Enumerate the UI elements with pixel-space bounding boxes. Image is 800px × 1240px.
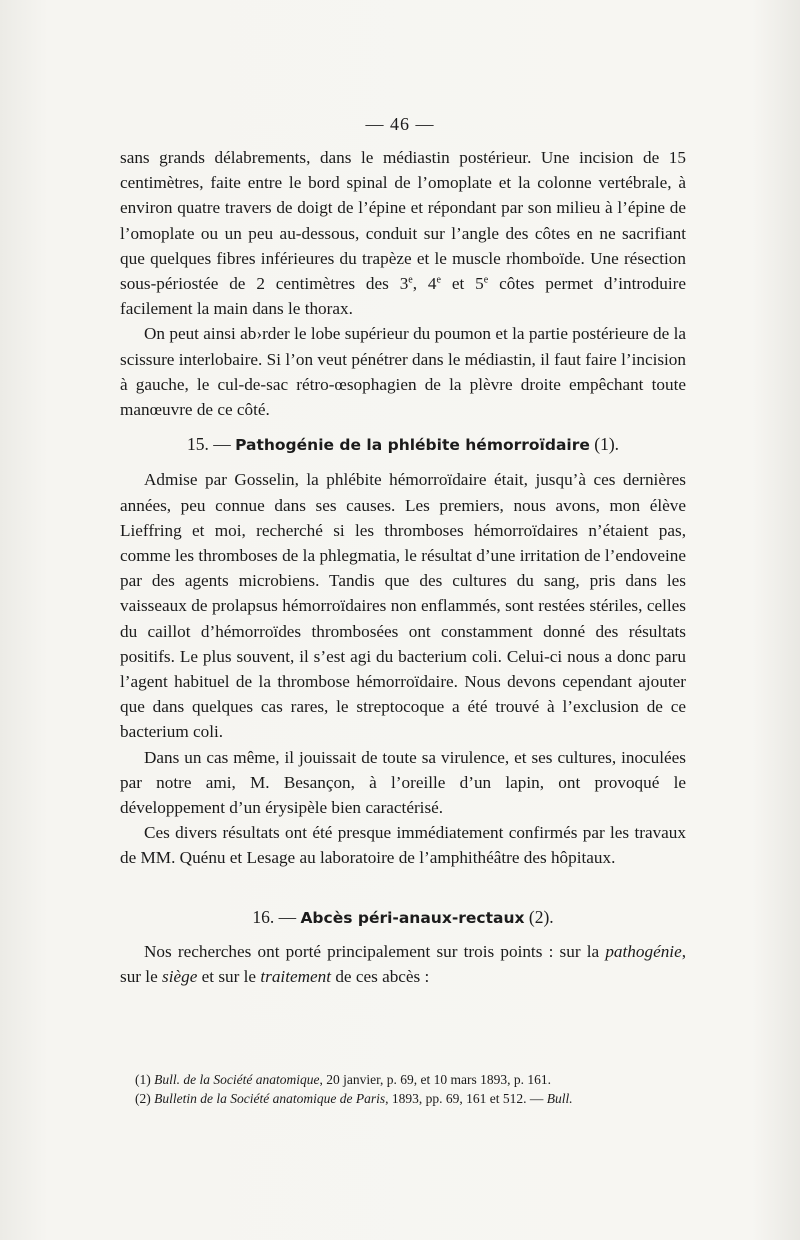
body-text [120, 145, 686, 989]
paragraph-6-text: de ces abcès : [331, 967, 430, 987]
paragraph-4: Dans un cas même, il jouissait de toute sa virulence, et ses cultures, inoculées par notre ami, M. Besançon, à l’oreille d’un lapin, ont provoqué le développement d’un érysipèle bien caractérisé. [120, 747, 686, 818]
footnote-2-text: , 1893, pp. 69, 161 et 512. — [385, 1091, 547, 1106]
footnotes [135, 1070, 690, 1108]
section-15-footnote-ref: (1). [594, 434, 620, 455]
paragraph-5: Ces divers résultats ont été presque immédiatement confirmés par les travaux de MM. Quénu et Lesage au laboratoire de l’amphithéâtre des hôpitaux. [120, 823, 686, 868]
section-16-number: 16. — [252, 906, 297, 927]
section-16-title: Abcès péri-anaux-rectaux [300, 908, 525, 927]
paragraph-1-end: côtes permet d’introduire facilement la main dans le thorax. [120, 274, 687, 319]
emphasis-traitement: traitement [260, 967, 332, 987]
footnote-1 [135, 1070, 690, 1089]
rib-number-3: 3 [399, 274, 409, 294]
superscript-e: e [436, 274, 441, 286]
section-15-number: 15. — [186, 434, 231, 455]
footnote-2-journal: Bulletin de la Société anatomique de Paris [154, 1091, 386, 1106]
footnote-1-mark: (1) [135, 1072, 151, 1087]
paragraph-1-text: sans grands délabrements, dans le médiastin postérieur. Une incision de 15 centimètres, faite entre le bord spinal de l’omoplate et la colonne vertébrale, à environ quatre travers de doigt de l’épine et répondant par son milieu à l’épine de l’omoplate ou un peu au-dessous, conduit sur l’angle des côtes en ne sacrifiant que quelques fibres inférieures du trapèze et le muscle rhomboïde. Une résection sous-périostée de 2 centimètres des [120, 148, 686, 294]
section-16-footnote-ref: (2). [528, 906, 554, 927]
paragraph-6-text: , sur le [120, 941, 686, 987]
paragraph-2: On peut ainsi ab›rder le lobe supérieur du poumon et la partie postérieure de la scissure interlobaire. Si l’on veut pénétrer dans le médiastin, il faut faire l’incision à gauche, le cul-de-sac rétro-œsophagien de la plèvre droite empêchant toute manœuvre de ce côté. [120, 324, 686, 420]
footnote-2-tail: Bull. [546, 1091, 573, 1106]
emphasis-siege: siège [162, 967, 198, 987]
footnote-1-journal: Bull. de la Société anatomique [154, 1072, 320, 1087]
paragraph-6-text: Nos recherches ont porté principalement sur trois points : sur la [144, 941, 606, 961]
footnote-1-text: , 20 janvier, p. 69, et 10 mars 1893, p. 161. [319, 1072, 552, 1087]
rib-number-5: et 5 [440, 274, 484, 294]
footnote-2-mark: (2) [135, 1091, 151, 1106]
paragraph-3: Admise par Gosselin, la phlébite hémorroïdaire était, jusqu’à ces dernières années, peu connue dans ses causes. Les premiers, nous avons, mon élève Lieffring et moi, recherché si les thromboses hémorroïdaires n’étaient pas, comme les thromboses de la phlegmatia, le résultat d’une irritation de l’endoveine par des agents microbiens. Tandis que des cultures du sang, pris dans les vaisseaux de prolapsus hémorroïdaires non enflammés, sont restées stériles, celles du caillot d’hémorroïdes thrombosées ont constamment donné des résultats positifs. Le plus souvent, il s’est agi du bacterium coli. Celui-ci nous a donc paru l’agent habituel de la thrombose hémorroïdaire. Nous devons cependant ajouter que dans quelques cas rares, le streptocoque a été trouvé à l’exclusion de ce bacterium coli. [120, 470, 686, 742]
paragraph-6 [120, 939, 686, 989]
footnote-2 [135, 1089, 690, 1108]
paragraph-6-text: et sur le [197, 967, 261, 987]
section-15-heading [120, 432, 686, 458]
paragraph-1 [120, 145, 686, 321]
section-16-heading [120, 905, 686, 931]
section-15-title: Pathogénie de la phlébite hémorroïdaire [235, 436, 590, 455]
page-number: — 46 — [365, 114, 435, 134]
superscript-e: e [408, 274, 413, 286]
emphasis-pathogenie: pathogénie [605, 941, 682, 961]
superscript-e: e [483, 274, 489, 286]
rib-number-4: , 4 [412, 274, 437, 294]
